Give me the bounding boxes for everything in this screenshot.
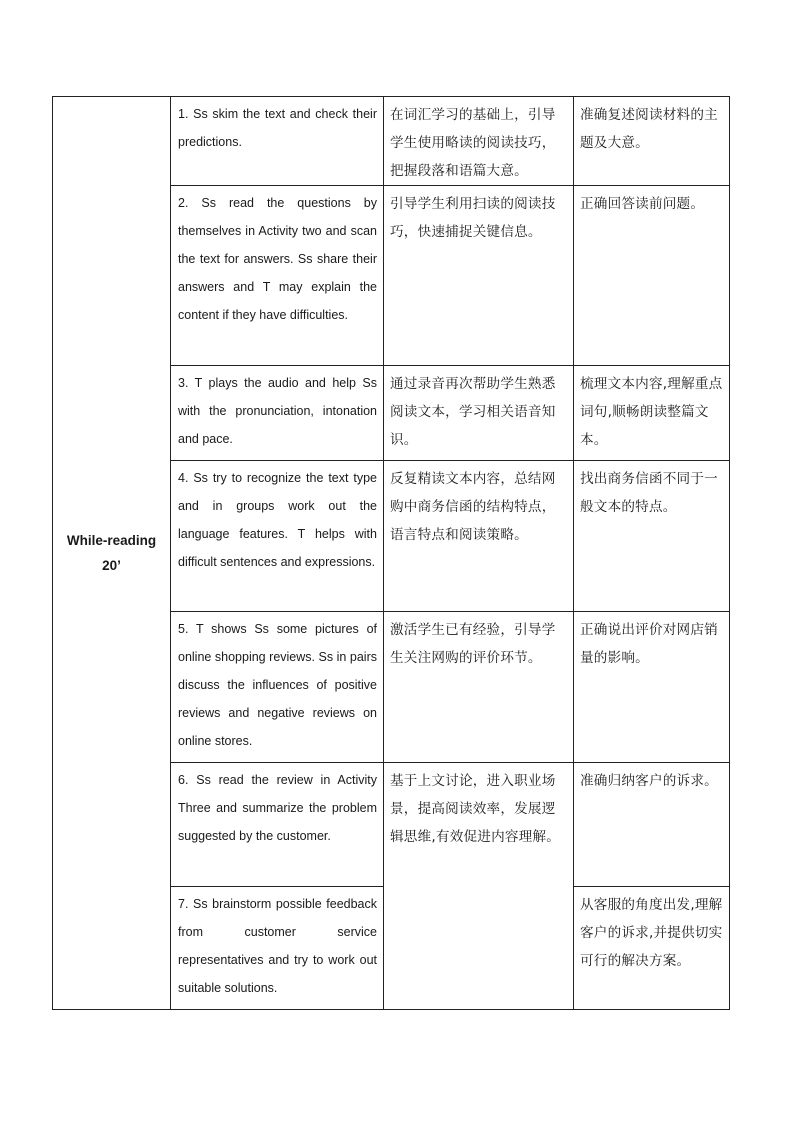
- lesson-plan-table: [52, 96, 730, 1010]
- goal-cell: 梳理文本内容,理解重点词句,顺畅朗读整篇文本。: [574, 366, 730, 461]
- goal-cell: 准确复述阅读材料的主题及大意。: [574, 97, 730, 186]
- goal-cell: 正确说出评价对网店销量的影响。: [574, 612, 730, 763]
- table-row: [53, 97, 730, 186]
- goal-cell: 从客服的角度出发,理解客户的诉求,并提供切实可行的解决方案。: [574, 887, 730, 1010]
- goal-cell: 准确归纳客户的诉求。: [574, 763, 730, 887]
- purpose-cell: 引导学生利用扫读的阅读技巧，快速捕捉关键信息。: [384, 186, 574, 366]
- goal-cell: 正确回答读前问题。: [574, 186, 730, 366]
- purpose-cell: 激活学生已有经验，引导学生关注网购的评价环节。: [384, 612, 574, 763]
- activity-cell: 6. Ss read the review in Activity Three and summarize the problem suggested by the customer.: [171, 763, 384, 887]
- purpose-cell: 在词汇学习的基础上，引导学生使用略读的阅读技巧，把握段落和语篇大意。: [384, 97, 574, 186]
- activity-cell: 3. T plays the audio and help Ss with the pronunciation, intonation and pace.: [171, 366, 384, 461]
- purpose-cell: 通过录音再次帮助学生熟悉阅读文本，学习相关语音知识。: [384, 366, 574, 461]
- activity-cell: 5. T shows Ss some pictures of online shopping reviews. Ss in pairs discuss the influences of positive reviews and negative reviews on online stores.: [171, 612, 384, 763]
- activity-cell: 2. Ss read the questions by themselves in Activity two and scan the text for answers. Ss share their answers and T may explain the content if they have difficulties.: [171, 186, 384, 366]
- goal-cell: 找出商务信函不同于一般文本的特点。: [574, 461, 730, 612]
- purpose-cell: 反复精读文本内容，总结网购中商务信函的结构特点，语言特点和阅读策略。: [384, 461, 574, 612]
- activity-cell: 4. Ss try to recognize the text type and in groups work out the language features. T helps with difficult sentences and expressions.: [171, 461, 384, 612]
- stage-cell: [53, 97, 171, 1010]
- stage-duration: 20’: [102, 558, 121, 573]
- activity-cell: 7. Ss brainstorm possible feedback from customer service representatives and try to work out suitable solutions.: [171, 887, 384, 1010]
- activity-cell: 1. Ss skim the text and check their predictions.: [171, 97, 384, 186]
- purpose-cell: 基于上文讨论，进入职业场景，提高阅读效率，发展逻辑思维,有效促进内容理解。: [384, 763, 574, 1010]
- stage-name: While-reading: [66, 533, 157, 548]
